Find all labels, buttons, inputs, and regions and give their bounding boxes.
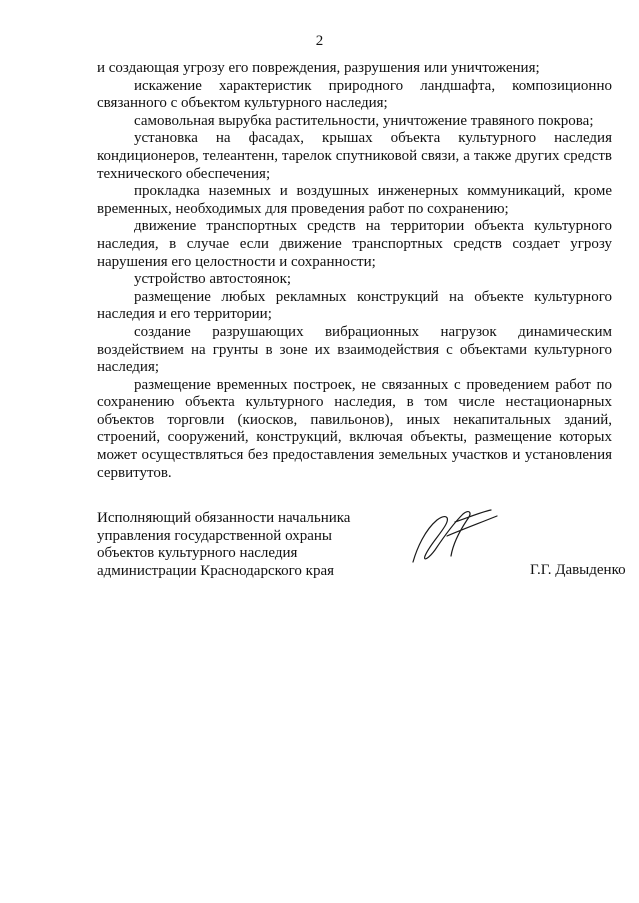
signatory-title-line: объектов культурного наследия <box>97 545 298 562</box>
paragraph: искажение характеристик природного ландшафта, композиционно связанного с объектом культурного наследия; <box>97 77 612 112</box>
paragraph: устройство автостоянок; <box>134 271 292 288</box>
handwritten-signature <box>395 500 505 575</box>
paragraph: самовольная вырубка растительности, уничтожение травяного покрова; <box>134 112 594 129</box>
document-body <box>97 60 612 482</box>
paragraph: движение транспортных средств на территории объекта культурного наследия, в случае если движение транспортных средств создает угрозу нарушения его целостности и сохранности; <box>97 218 612 270</box>
paragraph: установка на фасадах, крышах объекта культурного наследия кондиционеров, телеантенн, тарелок спутниковой связи, а также других средств технического обеспечения; <box>97 130 612 182</box>
paragraph: и создающая угрозу его повреждения, разрушения или уничтожения; <box>97 60 540 76</box>
signer-name: Г.Г. Давыденко <box>530 562 626 578</box>
signatory-title-line: Исполняющий обязанности начальника <box>97 510 351 526</box>
paragraph: размещение любых рекламных конструкций на объекте культурного наследия и его территории; <box>97 288 612 323</box>
page-number: 2 <box>315 33 324 49</box>
signatory-title-line: управления государственной охраны <box>97 527 332 544</box>
signatory-title-line: администрации Краснодарского края <box>97 562 335 579</box>
paragraph: создание разрушающих вибрационных нагрузок динамическим воздействием на грунты в зоне их взаимодействия с объектами культурного наследия; <box>97 323 612 376</box>
paragraph: прокладка наземных и воздушных инженерных коммуникаций, кроме временных, необходимых для проведения работ по сохранению; <box>97 183 612 217</box>
paragraph: размещение временных построек, не связанных с проведением работ по сохранению объекта культурного наследия, в том числе нестационарных объектов торговли (киосков, павильонов), иных некапитальных зданий, строений, сооружений, конструкций, включая объекты, размещение которых может осуществляться без предоставления земельных участков и установления сервитутов. <box>97 376 612 481</box>
signatory-title <box>97 510 397 580</box>
